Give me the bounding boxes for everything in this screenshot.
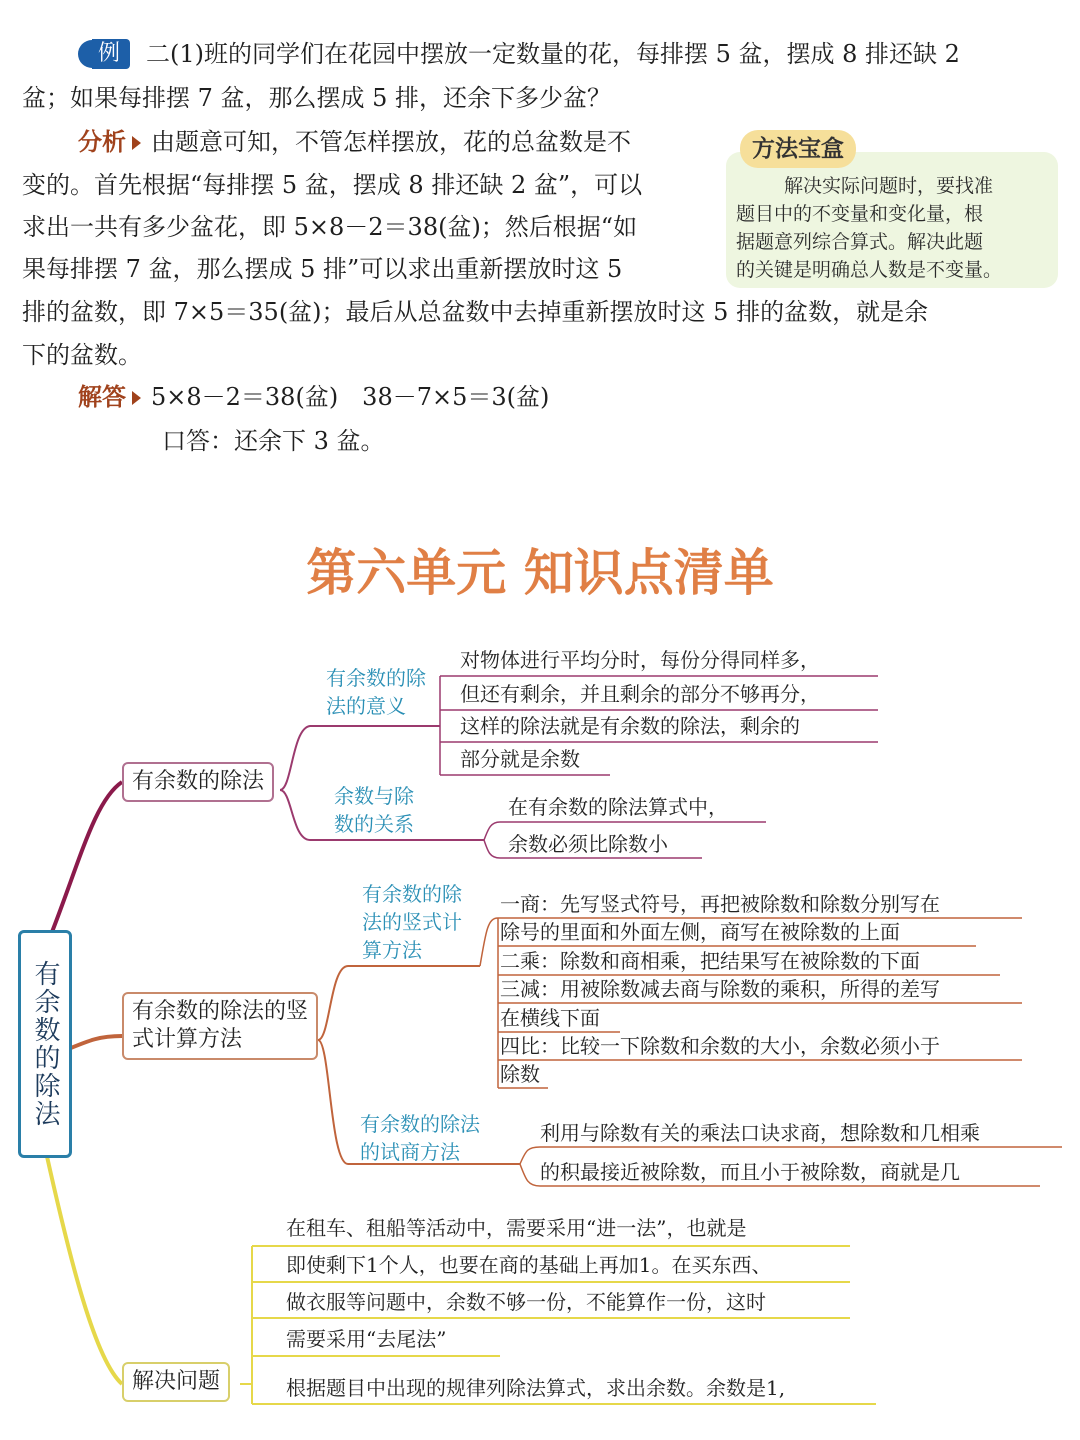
leaf-text: 一商：先写竖式符号，再把被除数和除数分别写在: [500, 892, 940, 916]
leaf-text: 做衣服等问题中，余数不够一份，不能算作一份，这时: [286, 1290, 766, 1314]
leaf-text: 二乘：除数和商相乘，把结果写在被除数的下面: [500, 949, 920, 973]
tip-line: 的关键是明确总人数是不变量。: [736, 259, 1003, 281]
leaf-text: 除数: [500, 1062, 540, 1086]
leaf-text: 的积最接近被除数，而且小于被除数，商就是几: [540, 1160, 960, 1184]
leaf-text: 需要采用“去尾法”: [286, 1327, 447, 1351]
branch-remainder-divisor: 余数与除数的关系: [334, 784, 414, 836]
leaf-text: 对物体进行平均分时，每份分得同样多，: [460, 648, 820, 672]
leaf-text: 四比：比较一下除数和余数的大小，余数必须小于: [500, 1034, 940, 1058]
node-solve-problems: 解决问题: [122, 1362, 230, 1402]
branch-trial-quotient: 有余数的除法的试商方法: [360, 1112, 480, 1164]
leaf-text: 部分就是余数: [460, 747, 580, 771]
question-line-2: 盆；如果每排摆 7 盆，那么摆成 5 排，还余下多少盆？: [22, 84, 612, 112]
leaf-text: 在租车、租船等活动中，需要采用“进一法”，也就是: [286, 1216, 747, 1240]
leaf-text: 余数必须比除数小: [508, 832, 668, 856]
leaf-text: 这样的除法就是有余数的除法，剩余的: [460, 714, 800, 738]
analysis-line: 变的。首先根据“每排摆 5 盆，摆成 8 排还缺 2 盆”，可以: [22, 171, 643, 199]
question-line-1: 二(1)班的同学们在花园中摆放一定数量的花，每排摆 5 盆，摆成 8 排还缺 2: [146, 40, 960, 68]
node-division-with-remainder: 有余数的除法: [122, 762, 274, 802]
analysis-line: 求出一共有多少盆花，即 5×8－2＝38(盆)；然后根据“如: [22, 213, 638, 241]
answer-text: 口答：还余下 3 盆。: [162, 427, 385, 455]
connector-root-n1: [52, 782, 122, 932]
node-vertical-calculation: 有余数的除法的竖式计算方法: [122, 992, 318, 1060]
branch-meaning: 有余数的除法的意义: [326, 666, 426, 718]
mindmap-root: 有余数的除法: [18, 930, 72, 1158]
analysis-line: 由题意可知，不管怎样摆放，花的总盆数是不: [151, 128, 631, 156]
unit-title: 第六单元 知识点清单: [306, 544, 774, 602]
leaf-text: 即使剩下1个人，也要在商的基础上再加1。在买东西、: [286, 1253, 772, 1277]
example-badge-label: 例: [92, 39, 130, 69]
tip-title: 方法宝盒: [740, 130, 856, 168]
tip-line: 解决实际问题时，要找准: [784, 175, 994, 197]
leaf-text: 利用与除数有关的乘法口诀求商，想除数和几相乘: [540, 1121, 980, 1145]
leaf-text: 在横线下面: [500, 1006, 600, 1030]
tip-line: 题目中的不变量和变化量，根: [736, 203, 984, 225]
leaf-text: 除号的里面和外面左侧，商写在被除数的上面: [500, 920, 900, 944]
leaf-text: 在有余数的除法算式中，: [508, 795, 728, 819]
leaf-text: 根据题目中出现的规律列除法算式，求出余数。余数是1,: [286, 1376, 786, 1400]
branch-vertical-method: 有余数的除法的竖式计算方法: [362, 882, 462, 962]
connector-root-n2: [66, 1036, 122, 1050]
answer-label: 解答: [78, 383, 126, 411]
leaf-text: 三减：用被除数减去商与除数的乘积，所得的差写: [500, 977, 940, 1001]
connector-root-n3: [46, 1152, 122, 1384]
leaf-text: 但还有剩余，并且剩余的部分不够再分，: [460, 682, 820, 706]
tip-line: 据题意列综合算式。解决此题: [736, 231, 984, 253]
analysis-label: 分析: [78, 128, 126, 156]
analysis-line: 果每排摆 7 盆，那么摆成 5 排”可以求出重新摆放时这 5: [22, 255, 623, 283]
analysis-line: 下的盆数。: [22, 341, 142, 369]
answer-formula: 5×8－2＝38(盆) 38－7×5＝3(盆): [151, 383, 550, 411]
analysis-line: 排的盆数，即 7×5＝35(盆)；最后从总盆数中去掉重新摆放时这 5 排的盆数，就是余: [22, 298, 929, 326]
